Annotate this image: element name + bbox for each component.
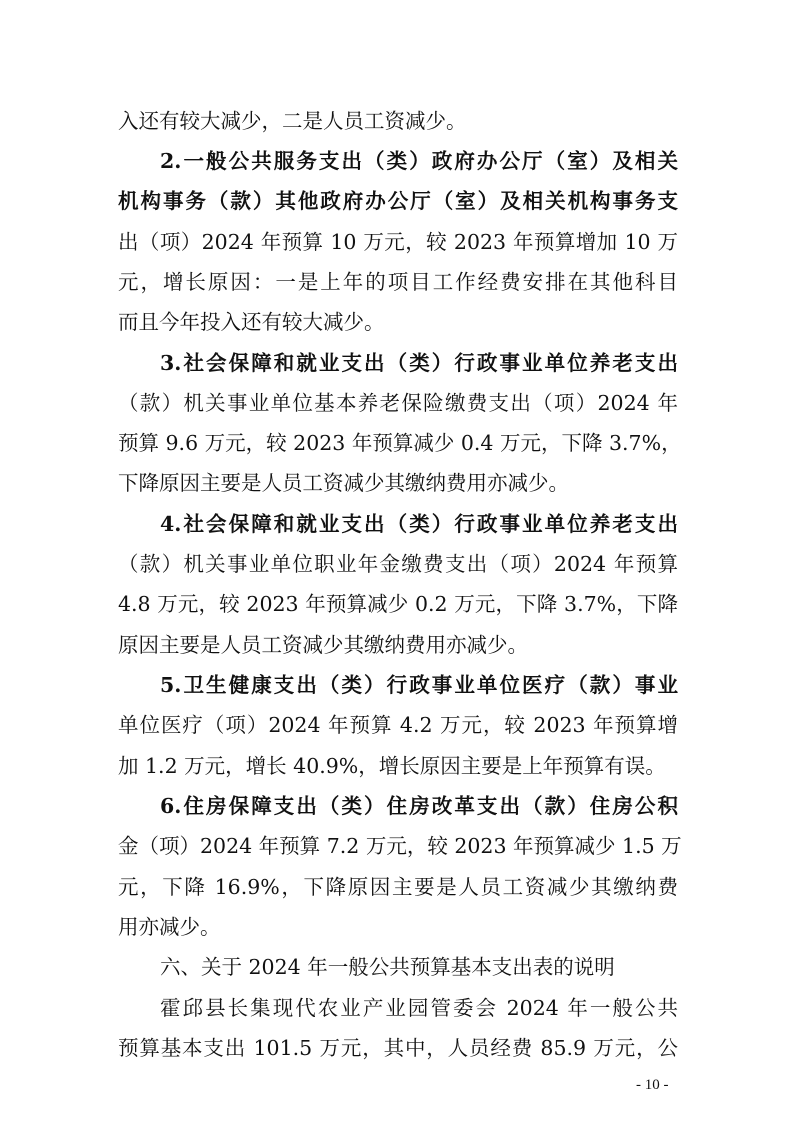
item-5-heading-line: 5.卫生健康支出（类）行政事业单位医疗（款）事业 xyxy=(160,673,678,697)
paragraph-line xyxy=(118,228,678,256)
paragraph-line: 元，增长原因：一是上年的项目工作经费安排在其他科目 xyxy=(118,270,678,294)
paragraph-line: 元，下降 16.9%，下降原因主要是人员工资减少其缴纳费 xyxy=(118,875,678,899)
item-heading-bold: 2.一般公共服务支出（类）政府办公厅（室）及相关 xyxy=(160,149,678,173)
item-6-heading-line: 6.住房保障支出（类）住房改革支出（款）住房公积 xyxy=(160,794,678,818)
paragraph-line: （款）机关事业单位基本养老保险缴费支出（项）2024 年 xyxy=(118,391,678,415)
paragraph-line: 霍邱县长集现代农业产业园管委会 2024 年一般公共 xyxy=(160,996,678,1020)
paragraph-line: 入还有较大减少，二是人员工资减少。 xyxy=(118,109,467,133)
paragraph-line: 用亦减少。 xyxy=(118,915,221,939)
paragraph-line: 加 1.2 万元，增长 40.9%，增长原因主要是上年预算有误。 xyxy=(118,754,666,778)
paragraph-line: 而且今年投入还有较大减少。 xyxy=(118,310,385,334)
paragraph-line: 下降原因主要是人员工资减少其缴纳费用亦减少。 xyxy=(118,471,569,495)
paragraph-line: 预算基本支出 101.5 万元，其中，人员经费 85.9 万元，公 xyxy=(118,1036,678,1060)
item-4-heading-line: 4.社会保障和就业支出（类）行政事业单位养老支出 xyxy=(160,512,678,536)
item-3-heading-line: 3.社会保障和就业支出（类）行政事业单位养老支出 xyxy=(160,351,678,375)
paragraph-line: 金（项）2024 年预算 7.2 万元，较 2023 年预算减少 1.5 万 xyxy=(118,834,682,858)
paragraph-line: 4.8 万元，较 2023 年预算减少 0.2 万元，下降 3.7%，下降 xyxy=(118,592,678,616)
section-six-heading: 六、关于 2024 年一般公共预算基本支出表的说明 xyxy=(160,955,615,979)
page-number: - 10 - xyxy=(636,1077,669,1093)
paragraph-line: 原因主要是人员工资减少其缴纳费用亦减少。 xyxy=(118,633,528,657)
paragraph-line-text: 出（项）2024 年预算 10 万元，较 2023 年预算增加 10 万 xyxy=(118,230,678,254)
paragraph-line: （款）机关事业单位职业年金缴费支出（项）2024 年预算 xyxy=(118,552,678,576)
item-2-heading-line: 机构事务（款）其他政府办公厅（室）及相关机构事务支 xyxy=(118,189,678,213)
paragraph-line: 预算 9.6 万元，较 2023 年预算减少 0.4 万元，下降 3.7%， xyxy=(118,431,682,455)
item-2-heading-line xyxy=(160,147,678,175)
paragraph-line: 单位医疗（项）2024 年预算 4.2 万元，较 2023 年预算增 xyxy=(118,713,678,737)
